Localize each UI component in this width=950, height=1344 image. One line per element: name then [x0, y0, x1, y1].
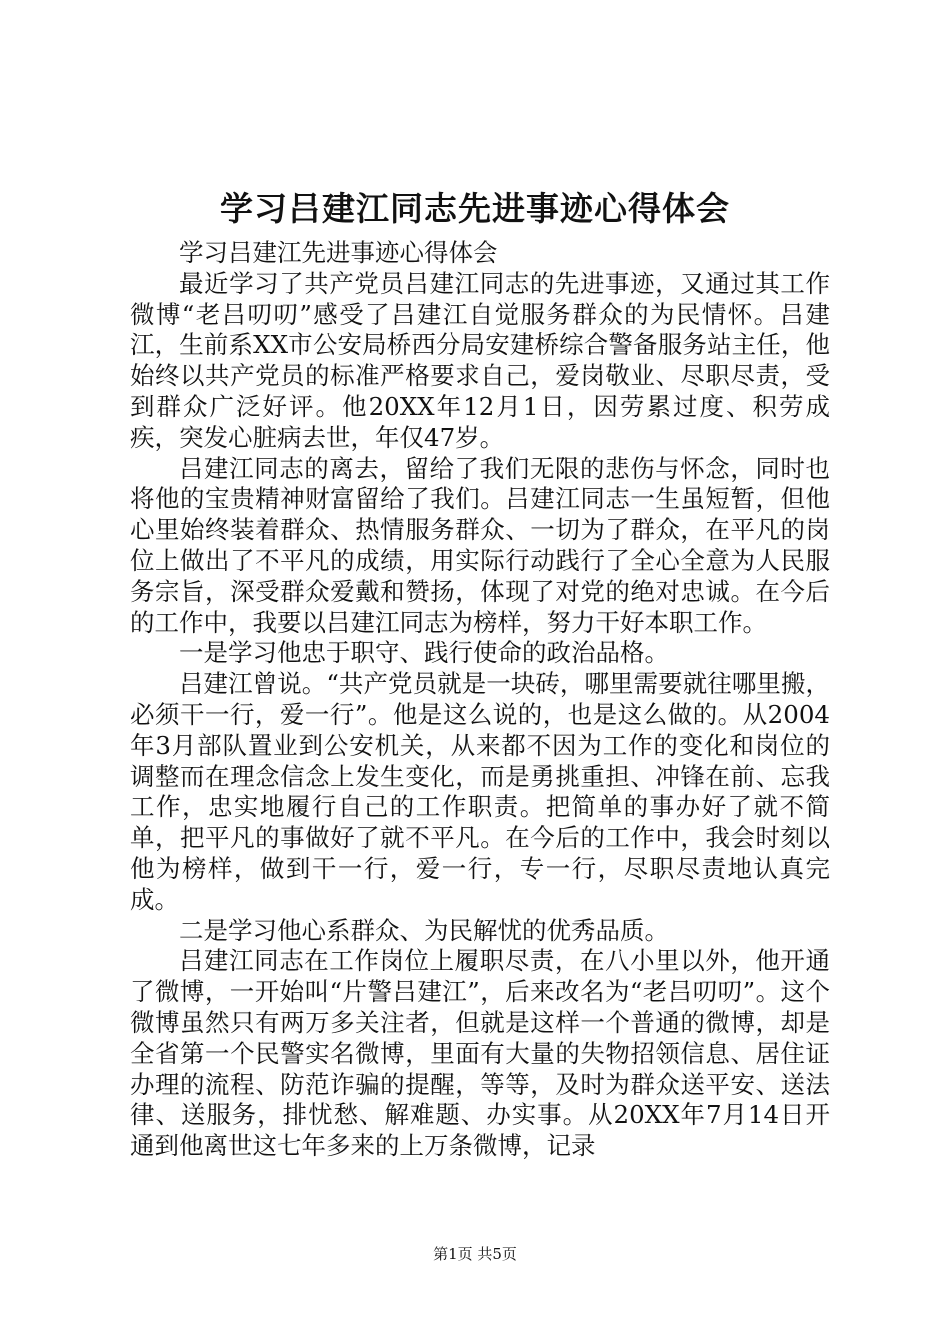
page-footer: 第1页 共5页: [433, 1245, 517, 1263]
document-body: [130, 238, 830, 1162]
body-paragraph: 最近学习了共产党员吕建江同志的先进事迹，又通过其工作微博“老吕叨叨”感受了吕建江自觉服务群众的为民情怀。吕建江，生前系XX市公安局桥西分局安建桥综合警备服务站主任，他始终以共产党员的标准严格要求自己，爱岗敬业、尽职尽责，受到群众广泛好评。他20XX年12月1日，因劳累过度、积劳成疾，突发心脏病去世，年仅47岁。: [130, 268, 830, 452]
subtitle-paragraph: 学习吕建江先进事迹心得体会: [179, 238, 498, 267]
body-paragraph: 吕建江同志在工作岗位上履职尽责，在八小里以外，他开通了微博，一开始叫“片警吕建江”，后来改名为“老吕叨叨”。这个微博虽然只有两万多关注者，但就是这样一个普通的微博，却是全省第一个民警实名微博，里面有大量的失物招领信息、居住证办理的流程、防范诈骗的提醒，等等，及时为群众送平安、送法律、送服务，排忧愁、解难题、办实事。从20XX年7月14日开通到他离世这七年多来的上万条微博，记录: [130, 946, 830, 1161]
document-title: 学习吕建江同志先进事迹心得体会: [220, 189, 730, 228]
body-paragraph: 吕建江同志的离去，留给了我们无限的悲伤与怀念，同时也将他的宝贵精神财富留给了我们。吕建江同志一生虽短暂，但他心里始终装着群众、热情服务群众、一切为了群众，在平凡的岗位上做出了不平凡的成绩，用实际行动践行了全心全意为人民服务宗旨，深受群众爱戴和赞扬，体现了对党的绝对忠诚。在今后的工作中，我要以吕建江同志为榜样，努力干好本职工作。: [130, 453, 830, 637]
section-heading: 二是学习他心系群众、为民解忧的优秀品质。: [179, 915, 669, 945]
body-paragraph: 吕建江曾说。“共产党员就是一块砖，哪里需要就往哪里搬，必须干一行，爱一行”。他是这么说的，也是这么做的。从2004年3月部队置业到公安机关，从来都不因为工作的变化和岗位的调整而在理念信念上发生变化，而是勇挑重担、冲锋在前、忘我工作，忠实地履行自己的工作职责。把简单的事办好了就不简单，把平凡的事做好了就不平凡。在今后的工作中，我会时刻以他为榜样，做到干一行，爱一行，专一行，尽职尽责地认真完成。: [130, 669, 830, 914]
section-heading: 一是学习他忠于职守、践行使命的政治品格。: [179, 638, 669, 668]
